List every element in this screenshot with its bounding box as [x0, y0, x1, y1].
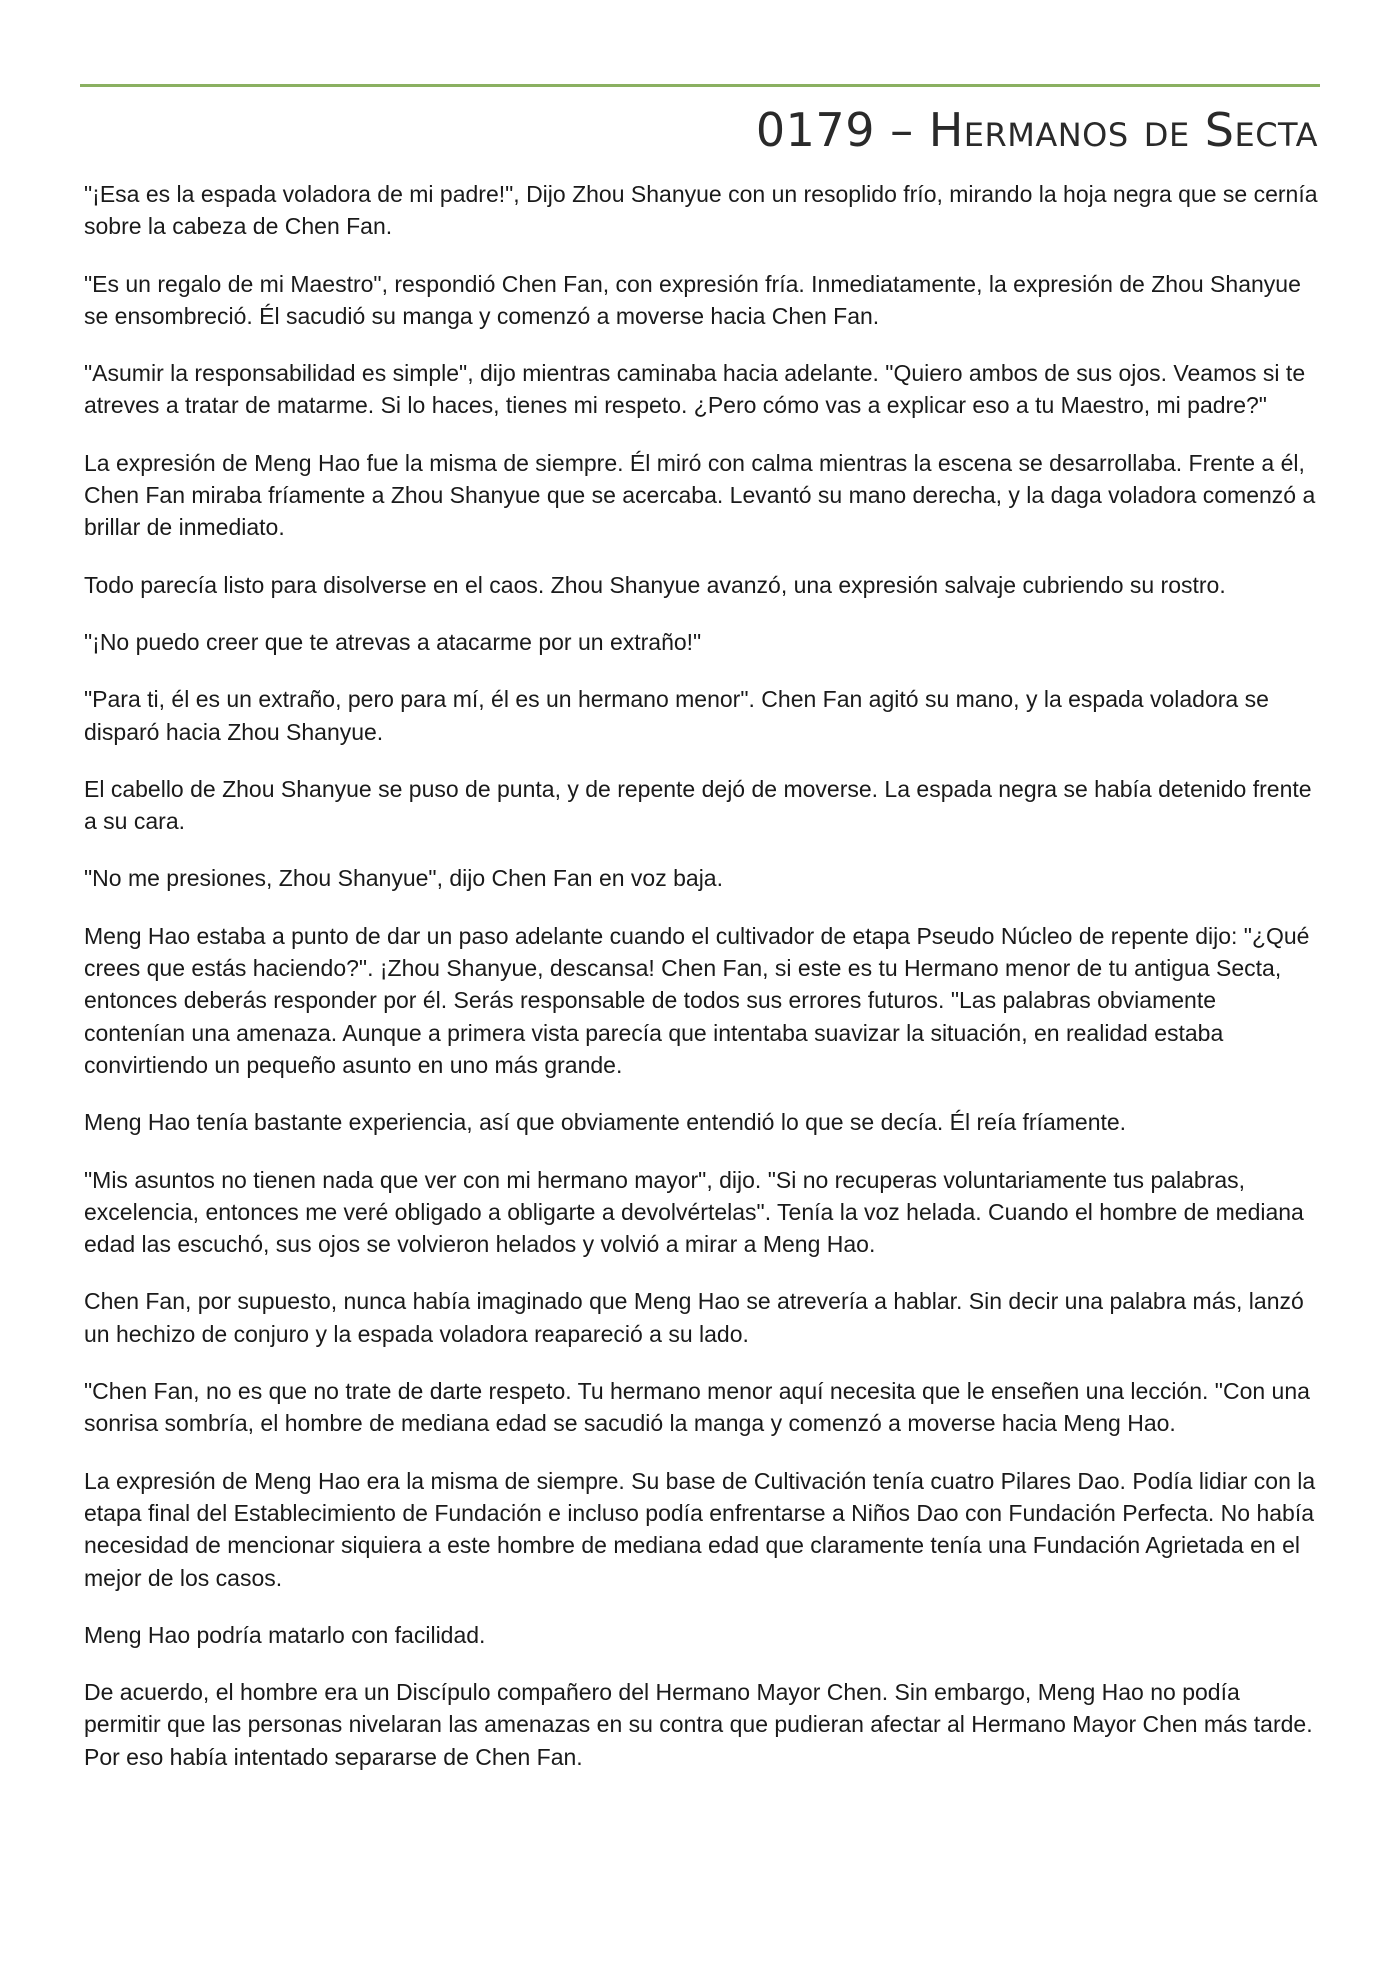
chapter-title: 0179 – Hermanos de Secta	[755, 103, 1318, 157]
paragraph: Meng Hao podría matarlo con facilidad.	[84, 1621, 486, 1648]
paragraph: "No me presiones, Zhou Shanyue", dijo Chen Fan en voz baja.	[84, 865, 723, 892]
paragraph: Todo parecía listo para disolverse en el caos. Zhou Shanyue avanzó, una expresión salvaje cubriendo su rostro.	[84, 571, 1226, 598]
paragraph: El cabello de Zhou Shanyue se puso de punta, y de repente dejó de moverse. La espada negra se había detenido frente a su cara.	[84, 775, 1312, 835]
paragraph: "Es un regalo de mi Maestro", respondió Chen Fan, con expresión fría. Inmediatamente, la expresión de Zhou Shanyue se ensombreció. Él sacudió su manga y comenzó a moverse hacia Chen Fan.	[84, 270, 1301, 329]
paragraph: La expresión de Meng Hao fue la misma de siempre. Él miró con calma mientras la escena se desarrollaba. Frente a él, Chen Fan miraba fríamente a Zhou Shanyue que se acercaba. Levantó su mano derecha, y la daga voladora comenzó a brillar de inmediato.	[84, 449, 1316, 541]
header-rule	[80, 84, 1320, 87]
paragraph: Meng Hao tenía bastante experiencia, así que obviamente entendió lo que se decía. Él reía fríamente.	[84, 1109, 1127, 1136]
paragraph: Meng Hao estaba a punto de dar un paso adelante cuando el cultivador de etapa Pseudo Núcleo de repente dijo: "¿Qué crees que estás haciendo?". ¡Zhou Shanyue, descansa! Chen Fan, si este es tu Hermano menor de tu antigua Secta, entonces deberás responder por él. Serás responsable de todos sus errores futuros. "Las palabras obviamente contenían una amenaza. Aunque a primera vista parecía que intentaba suavizar la situación, en realidad estaba convirtiendo un pequeño asunto en uno más grande.	[84, 922, 1310, 1078]
paragraph: La expresión de Meng Hao era la misma de siempre. Su base de Cultivación tenía cuatro Pilares Dao. Podía lidiar con la etapa final del Establecimiento de Fundación e incluso podía enfrentarse a Niños Dao con Fundación Perfecta. No había necesidad de mencionar siquiera a este hombre de mediana edad que claramente tenía una Fundación Agrietada en el mejor de los casos.	[84, 1467, 1316, 1591]
paragraph: "Asumir la responsabilidad es simple", dijo mientras caminaba hacia adelante. "Quiero ambos de sus ojos. Veamos si te atreves a tratar de matarme. Si lo haces, tienes mi respeto. ¿Pero cómo vas a explicar eso a tu Maestro, mi padre?"	[84, 360, 1306, 419]
chapter-body	[84, 178, 1320, 1798]
paragraph: "Chen Fan, no es que no trate de darte respeto. Tu hermano menor aquí necesita que le enseñen una lección. "Con una sonrisa sombría, el hombre de mediana edad se sacudió la manga y comenzó a moverse hacia Meng Hao.	[84, 1378, 1310, 1437]
paragraph: De acuerdo, el hombre era un Discípulo compañero del Hermano Mayor Chen. Sin embargo, Meng Hao no podía permitir que las personas nivelaran las amenazas en su contra que pudieran afectar al Hermano Mayor Chen más tarde. Por eso había intentado separarse de Chen Fan.	[84, 1679, 1313, 1770]
paragraph: "Para ti, él es un extraño, pero para mí, él es un hermano menor". Chen Fan agitó su mano, y la espada voladora se disparó hacia Zhou Shanyue.	[84, 686, 1269, 745]
paragraph: "¡No puedo creer que te atrevas a atacarme por un extraño!"	[84, 628, 702, 655]
paragraph: Chen Fan, por supuesto, nunca había imaginado que Meng Hao se atrevería a hablar. Sin decir una palabra más, lanzó un hechizo de conjuro y la espada voladora reapareció a su lado.	[84, 1288, 1304, 1347]
paragraph: "Mis asuntos no tienen nada que ver con mi hermano mayor", dijo. "Si no recuperas voluntariamente tus palabras, excelencia, entonces me veré obligado a obligarte a devolvértelas". Tenía la voz helada. Cuando el hombre de mediana edad las escuchó, sus ojos se volvieron helados y volvió a mirar a Meng Hao.	[84, 1166, 1304, 1258]
paragraph: "¡Esa es la espada voladora de mi padre!", Dijo Zhou Shanyue con un resoplido frío, mirando la hoja negra que se cernía sobre la cabeza de Chen Fan.	[84, 181, 1318, 240]
